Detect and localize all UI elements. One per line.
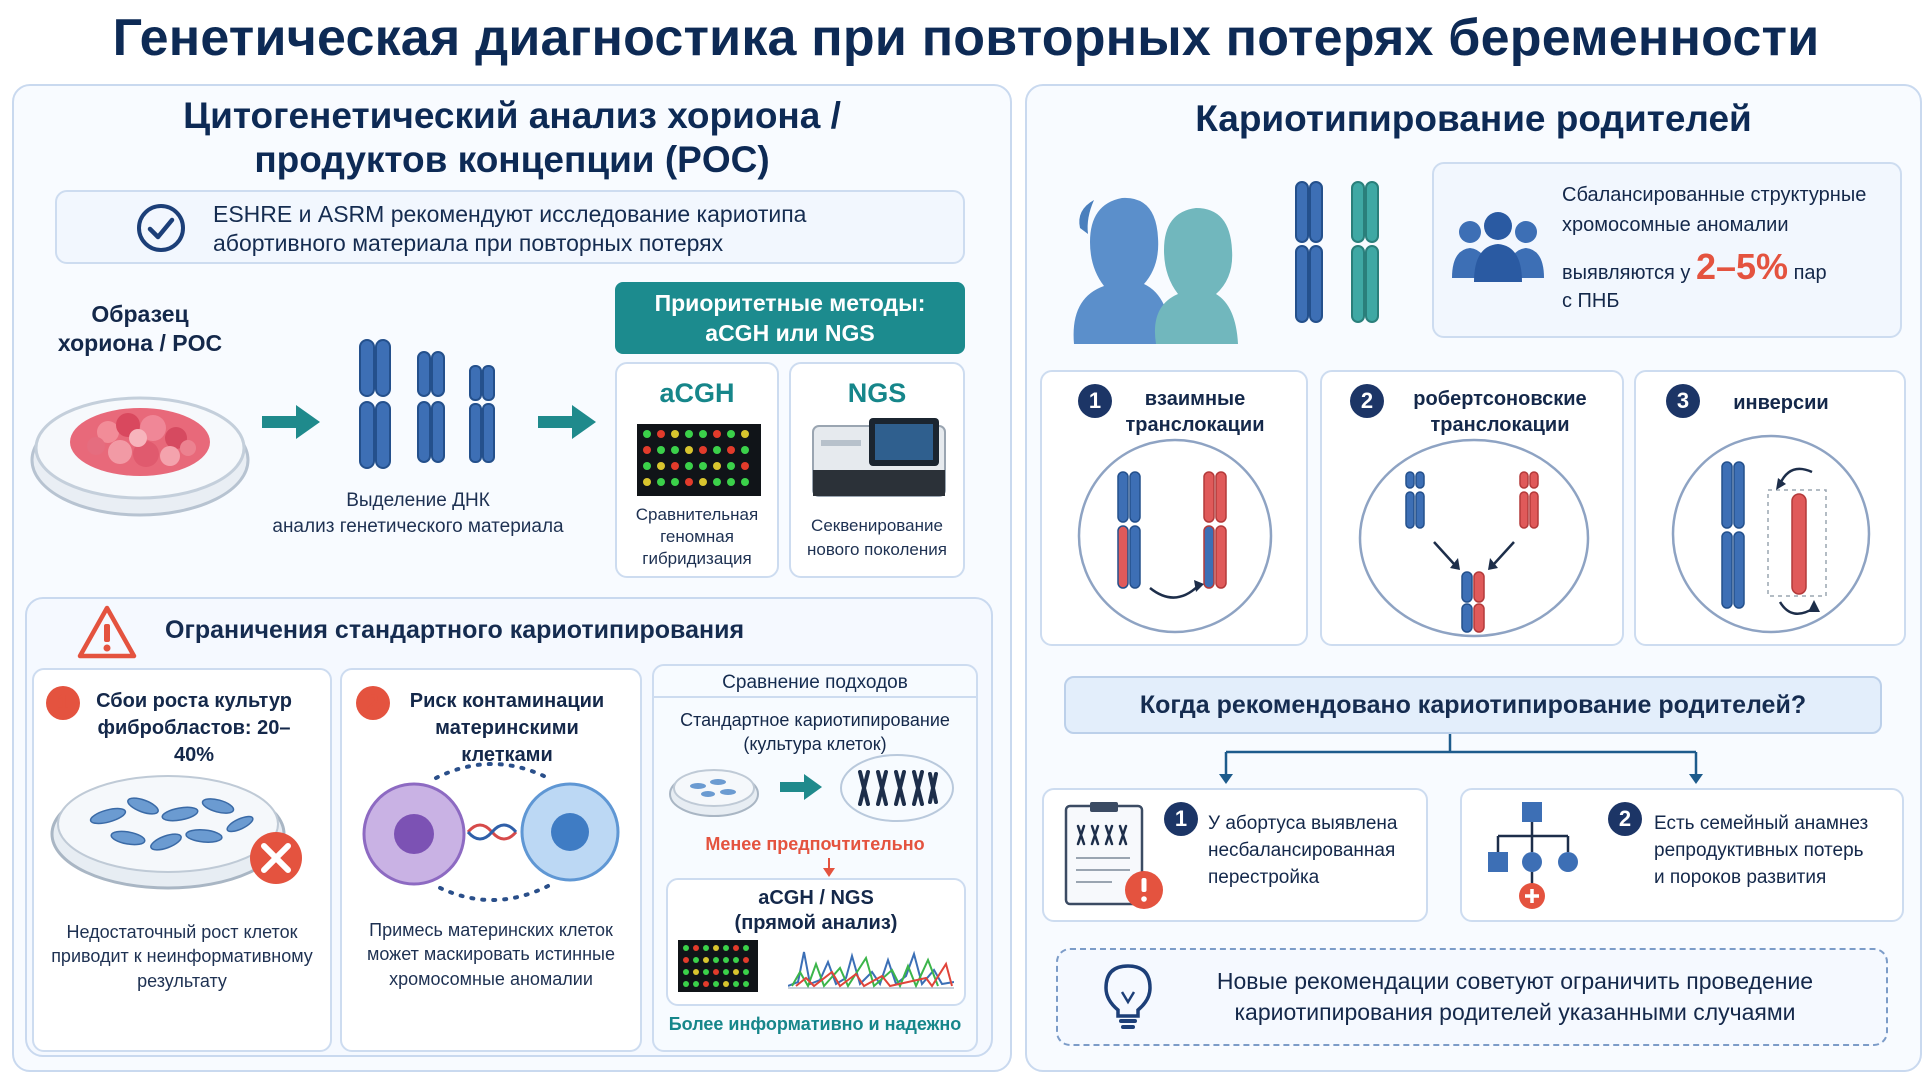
comparison-std-line1: Стандартное кариотипирование (680, 710, 950, 730)
limit1-desc-line3: результату (137, 970, 227, 991)
left-title-line1: Цитогенетический анализ хориона / (183, 95, 841, 136)
limit2-desc-line2: может маскировать истинные (366, 944, 615, 965)
acgh-card (615, 362, 779, 578)
limit2-desc-line1: Примесь материнских клеток (369, 920, 613, 940)
methods-header-line1: Приоритетные методы: (654, 290, 926, 316)
ngs-desc-line2: нового поколения (807, 540, 947, 559)
limit2-desc-line3: хромосомные аномалии (389, 968, 593, 989)
type1-line2: транслокации (1125, 414, 1265, 436)
ngs-card (789, 362, 965, 578)
acgh-name: aCGH (659, 378, 735, 408)
case2-number: 2 (1608, 802, 1642, 836)
case1-line3: перестройка (1208, 867, 1320, 888)
left-title-line2: продуктов концепции (POC) (254, 139, 770, 180)
inversion-icon (1666, 432, 1876, 636)
case2-line1: Есть семейный анамнез (1654, 813, 1869, 834)
parents-silhouette-icon (1060, 158, 1240, 346)
people-group-icon (1452, 208, 1544, 284)
karyotype-report-icon (1062, 800, 1166, 912)
parent-chromosomes-icon (1290, 178, 1400, 328)
case1-number: 1 (1164, 802, 1198, 836)
limit2-title-line2: материнскими клетками (435, 717, 579, 766)
left-panel-title (12, 94, 1012, 182)
comparison-std-line2: (культура клеток) (743, 734, 887, 754)
lightbulb-icon (1102, 962, 1154, 1032)
microarray-small-icon (678, 940, 758, 992)
dna-label-line1: Выделение ДНК (346, 490, 490, 511)
sample-label-line1: Образец (91, 301, 189, 327)
petri-dish-sample-icon (28, 370, 253, 520)
limit1-number: 1 (46, 686, 80, 720)
ngs-desc-line1: Секвенирование (811, 516, 943, 535)
dna-label-line2: анализ генетического материала (272, 515, 564, 537)
ngs-name: NGS (847, 378, 907, 408)
direct-line2: (прямой анализ) (734, 912, 898, 934)
more-informative-label: Более информативно и надежно (668, 1014, 962, 1034)
microarray-icon (637, 424, 761, 496)
arrow-down-icon (822, 858, 836, 878)
type1-line1: взаимные (1144, 388, 1246, 410)
recommend-banner (55, 190, 965, 264)
stat-line4: с ПНБ (1562, 290, 1620, 312)
case2-line2: репродуктивных потерь (1654, 840, 1864, 861)
direct-line1: aCGH / NGS (758, 887, 874, 909)
chromosomes-icon (352, 336, 512, 476)
case1-line1: У абортуса выявлена (1208, 813, 1398, 834)
methods-header-line2: aCGH или NGS (705, 320, 875, 346)
right-panel-title: Кариотипирование родителей (1195, 98, 1752, 139)
reciprocal-translocation-icon (1070, 436, 1280, 636)
less-preferred-label: Менее предпочтительно (705, 834, 925, 854)
recommend-line2: абортивного материала при повторных потерях (213, 230, 724, 256)
limit1-title-line1: Сбои роста культур (96, 690, 292, 712)
type3-line1: инверсии (1733, 392, 1829, 414)
sequencer-icon (809, 416, 949, 502)
methods-header (615, 282, 965, 354)
comparison-title: Сравнение подходов (722, 672, 908, 693)
when-banner: Когда рекомендовано кариотипирование родителей? (1064, 676, 1882, 734)
arrow-right-icon (262, 405, 322, 439)
recommend-line1: ESHRE и ASRM рекомендуют исследование кариотипа (213, 201, 807, 227)
type3-number: 3 (1666, 384, 1700, 418)
family-tree-icon (1484, 800, 1584, 912)
cell-culture-dish-icon (48, 758, 308, 898)
limit1-desc-line1: Недостаточный рост клеток (66, 922, 298, 942)
acgh-desc-line1: Сравнительная (635, 505, 759, 524)
check-circle-icon (135, 202, 187, 254)
limit1-title-line2: фибробластов: 20–40% (97, 717, 291, 766)
stat-line3a: выявляются у (1562, 262, 1691, 284)
stat-line3b: пар (1793, 262, 1827, 284)
note-line2: кариотипирования родителей указанными случаями (1234, 999, 1796, 1025)
case1-line2: несбалансированная (1208, 840, 1396, 861)
branch-connector-icon (1218, 734, 1708, 786)
type2-number: 2 (1350, 384, 1384, 418)
arrow-right-icon (780, 774, 824, 800)
limit2-number: 2 (356, 686, 390, 720)
limit2-title-line1: Риск контаминации (409, 690, 605, 712)
page-title: Генетическая диагностика при повторных потерях беременности (112, 9, 1820, 67)
stat-value: 2–5% (1695, 246, 1789, 287)
acgh-desc-line2: геномная (660, 527, 734, 546)
sequencing-chromatogram-icon (788, 942, 954, 994)
acgh-desc-line3: гибридизация (642, 549, 752, 568)
warning-triangle-icon (76, 604, 138, 660)
maternal-contamination-icon (356, 756, 626, 906)
stat-line2: хромосомные аномалии (1562, 214, 1789, 236)
note-line1: Новые рекомендации советуют ограничить проведение (1216, 968, 1814, 994)
sample-label-line2: хориона / POC (57, 330, 223, 356)
type2-line1: робертсоновские (1413, 388, 1587, 410)
limitations-title: Ограничения стандартного кариотипирования (165, 616, 745, 644)
limit1-desc-line2: приводит к неинформативному (51, 946, 313, 967)
karyotype-icon (838, 752, 956, 824)
robertsonian-translocation-icon (1356, 438, 1592, 640)
culture-dish-small-icon (668, 756, 760, 820)
stat-line1: Сбалансированные структурные (1562, 184, 1867, 206)
type2-line2: транслокации (1430, 414, 1570, 436)
case2-line3: и пороков развития (1654, 867, 1827, 888)
type1-number: 1 (1078, 384, 1112, 418)
arrow-right-icon (538, 405, 598, 439)
